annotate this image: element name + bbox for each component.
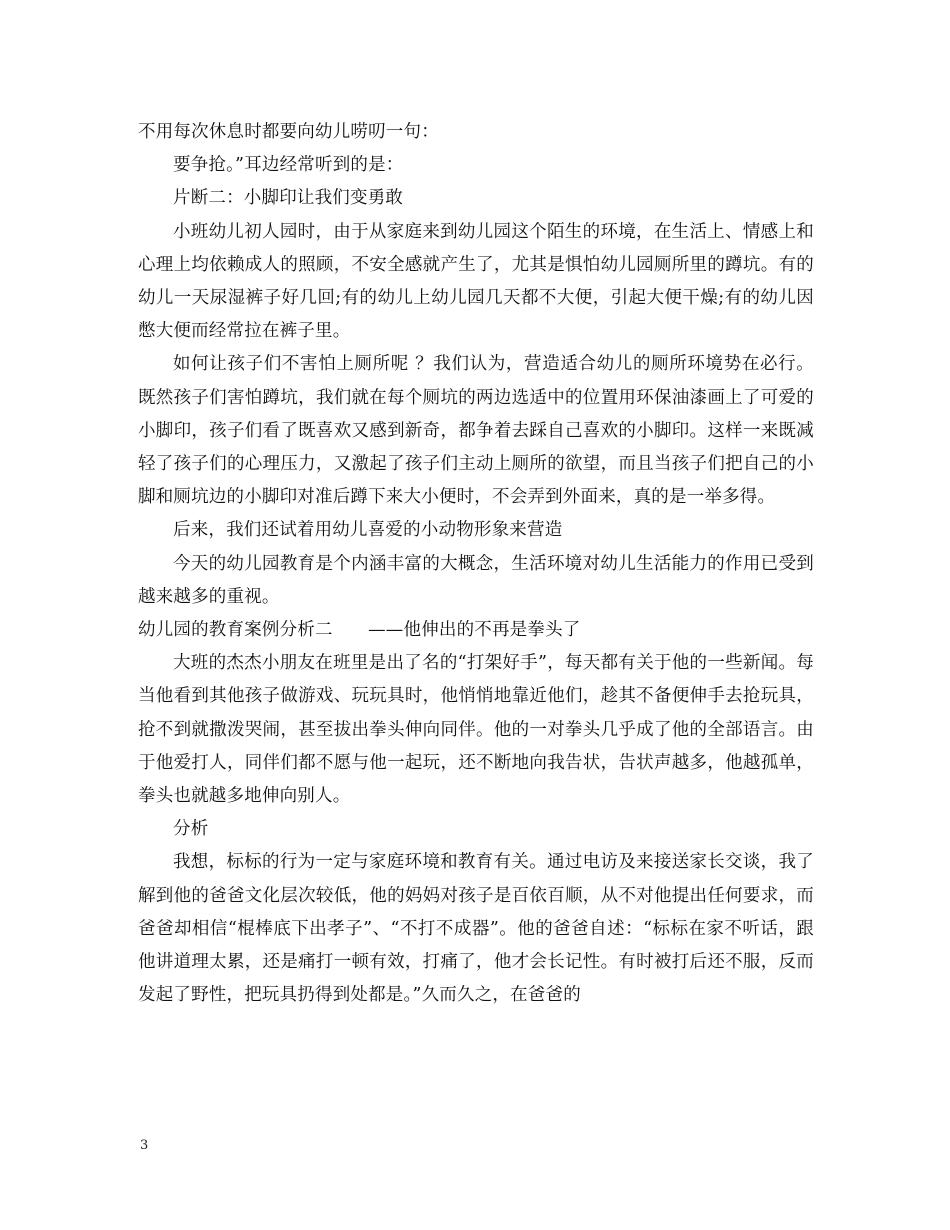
paragraph-conclusion: 今天的幼儿园教育是个内涵丰富的大概念，生活环境对幼儿生活能力的作用已受到越来越多的重视。 xyxy=(138,553,814,607)
section-heading-fragment-two: 片断二：小脚印让我们变勇敢 xyxy=(173,188,404,209)
paragraph-animals: 后来，我们还试着用幼儿喜爱的小动物形象来营造 xyxy=(173,520,563,541)
paragraph-jiejie: 大班的杰杰小朋友在班里是出了名的“打架好手”，每天都有关于他的一些新闻。每当他看到其他孩子做游戏、玩玩具时，他悄悄地靠近他们，趁其不备便伸手去抢玩具，抢不到就撒泼哭闹，甚至拔出拳头伸向同伴。他的一对拳头几乎成了他的全部语言。由于他爱打人，同伴们都不愿与他一起玩，还不断地向我告状，告状声越多，他越孤单，拳头也就越多地伸向别人。 xyxy=(138,653,814,807)
paragraph-footprints: 如何让孩子们不害怕上厕所呢 ？我们认为，营造适合幼儿的厕所环境势在必行。既然孩子们害怕蹲坑，我们就在每个厕坑的两边选适中的位置用环保油漆画上了可爱的小脚印，孩子们看了既喜欢又感到新奇，都争着去踩自己喜欢的小脚印。这样一来既减轻了孩子们的心理压力，又激起了孩子们主动上厕所的欲望，而且当孩子们把自己的小脚和厕坑边的小脚印对准后蹲下来大小便时，不会弄到外面来，真的是一举多得。 xyxy=(138,354,814,508)
paragraph-analysis: 我想，标标的行为一定与家庭环境和教育有关。通过电访及来接送家长交谈，我了解到他的爸爸文化层次较低，他的妈妈对孩子是百依百顺，从不对他提出任何要求，而爸爸却相信“棍棒底下出孝子”、“不打不成器”。他的爸爸自述：“标标在家不听话，跟他讲道理太累，还是痛打一顿有效，打痛了，他才会长记性。有时被打后还不服，反而发起了野性，把玩具扔得到处都是。”久而久之，在爸爸的 xyxy=(138,852,814,1006)
analysis-heading: 分析 xyxy=(173,819,209,840)
paragraph-quote-end: 要争抢。”耳边经常听到的是： xyxy=(173,155,404,176)
paragraph-toilet-fear: 小班幼儿初人园时，由于从家庭来到幼儿园这个陌生的环境，在生活上、情感上和心理上均依赖成人的照顾，不安全感就产生了，尤其是惧怕幼儿园厕所里的蹲坑。有的幼儿一天尿湿裤子好几回;有的幼儿上幼儿园几天都不大便，引起大便干燥;有的幼儿因憋大便而经常拉在裤子里。 xyxy=(138,221,814,342)
page-number: 3 xyxy=(140,1138,149,1153)
paragraph-continuation: 不用每次休息时都要向幼儿唠叨一句： xyxy=(138,122,439,142)
document-body xyxy=(138,116,814,1012)
case-two-heading: 幼儿园的教育案例分析二 ——他伸出的不再是拳头了 xyxy=(138,620,581,641)
